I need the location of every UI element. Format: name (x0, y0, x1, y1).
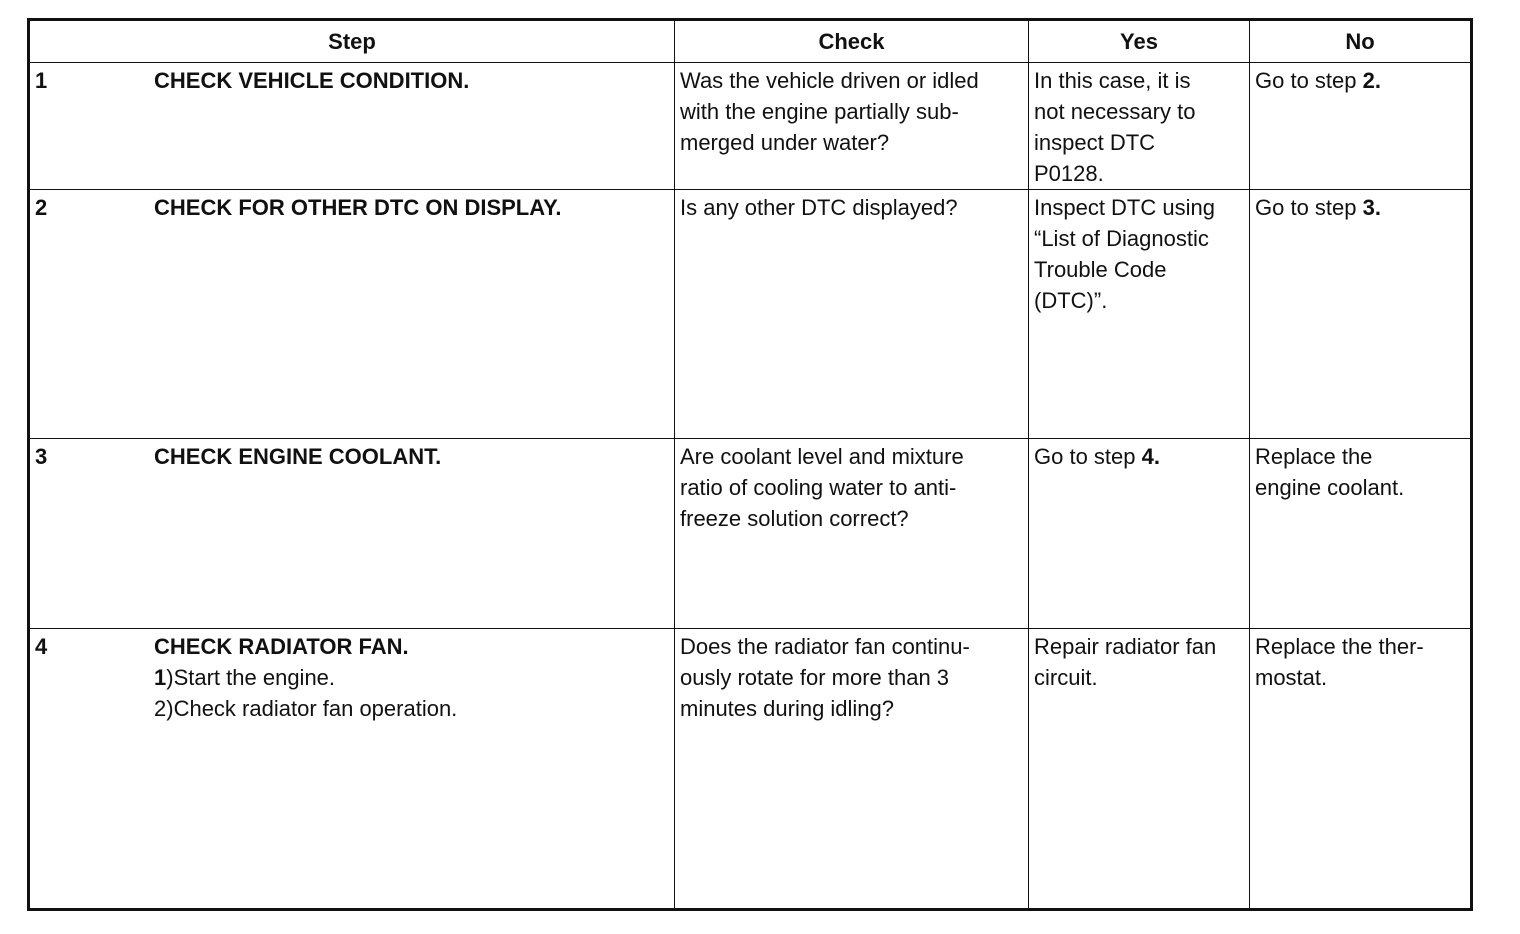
yes-line: (DTC)”. (1034, 288, 1108, 314)
substep-number: 1 (154, 664, 167, 690)
check-line: merged under water? (680, 130, 890, 155)
step-number: 4 (35, 633, 48, 659)
check-line: ratio of cooling water to anti- (680, 475, 957, 501)
substep-number: 2 (154, 695, 167, 721)
step-cell (29, 628, 675, 909)
no-cell (1250, 190, 1472, 439)
step-title: CHECK ENGINE COOLANT. (154, 444, 442, 470)
step-cell (29, 439, 675, 629)
yes-goto-text: Go to step (1034, 444, 1142, 470)
step-cell (29, 190, 675, 439)
no-cell (1250, 628, 1472, 909)
check-line: Was the vehicle driven or idled (680, 68, 979, 93)
no-line: engine coolant. (1255, 475, 1405, 501)
no-goto-step: 2. (1362, 68, 1381, 93)
step-body (154, 192, 670, 223)
step-body (154, 631, 670, 724)
diagnostic-table (27, 18, 1473, 911)
yes-line: not necessary to (1034, 99, 1196, 124)
table-row (29, 628, 1472, 909)
no-goto-text: Go to step (1255, 68, 1363, 93)
yes-line: Trouble Code (1034, 257, 1167, 283)
check-line: freeze solution correct? (680, 506, 909, 532)
check-line: Are coolant level and mixture (680, 444, 964, 470)
substep-text: )Start the engine. (166, 664, 336, 690)
no-line: Replace the (1255, 444, 1373, 470)
header-check: Check (675, 20, 1029, 63)
yes-line: circuit. (1034, 664, 1098, 690)
no-goto-text: Go to step (1255, 195, 1363, 221)
substep (154, 662, 670, 693)
table-row (29, 439, 1472, 629)
check-line: ously rotate for more than 3 (680, 664, 950, 690)
step-body (154, 441, 670, 472)
step-number: 2 (35, 195, 48, 221)
table-row (29, 63, 1472, 190)
yes-cell (1029, 190, 1250, 439)
yes-line: P0128. (1034, 161, 1104, 186)
yes-line: inspect DTC (1034, 130, 1156, 155)
header-row (29, 20, 1472, 63)
step-number: 1 (35, 68, 48, 93)
step-number: 3 (35, 444, 48, 470)
no-goto-step: 3. (1362, 195, 1381, 221)
no-cell (1250, 439, 1472, 629)
no-line: mostat. (1255, 664, 1328, 690)
header-step: Step (29, 20, 675, 63)
substep (154, 693, 670, 724)
no-cell (1250, 63, 1472, 190)
step-title: CHECK FOR OTHER DTC ON DISPLAY. (154, 195, 562, 221)
substep-text: )Check radiator fan operation. (166, 695, 458, 721)
check-line: minutes during idling? (680, 695, 895, 721)
yes-goto-step: 4. (1141, 444, 1160, 470)
check-line: with the engine partially sub- (680, 99, 959, 124)
check-cell (675, 628, 1029, 909)
check-cell (675, 190, 1029, 439)
no-line: Replace the ther- (1255, 633, 1424, 659)
step-title: CHECK RADIATOR FAN. (154, 633, 409, 659)
check-line: Does the radiator fan continu- (680, 633, 970, 659)
check-line: Is any other DTC displayed? (680, 195, 958, 221)
check-cell (675, 439, 1029, 629)
yes-line: Repair radiator fan (1034, 633, 1217, 659)
yes-cell (1029, 63, 1250, 190)
step-cell (29, 63, 675, 190)
yes-cell (1029, 439, 1250, 629)
step-title: CHECK VEHICLE CONDITION. (154, 68, 470, 93)
yes-line: In this case, it is (1034, 68, 1191, 93)
header-yes: Yes (1029, 20, 1250, 63)
header-no: No (1250, 20, 1472, 63)
yes-cell (1029, 628, 1250, 909)
yes-line: Inspect DTC using (1034, 195, 1215, 221)
check-cell (675, 63, 1029, 190)
step-body (154, 65, 670, 96)
yes-line: “List of Diagnostic (1034, 226, 1209, 252)
table-row (29, 190, 1472, 439)
